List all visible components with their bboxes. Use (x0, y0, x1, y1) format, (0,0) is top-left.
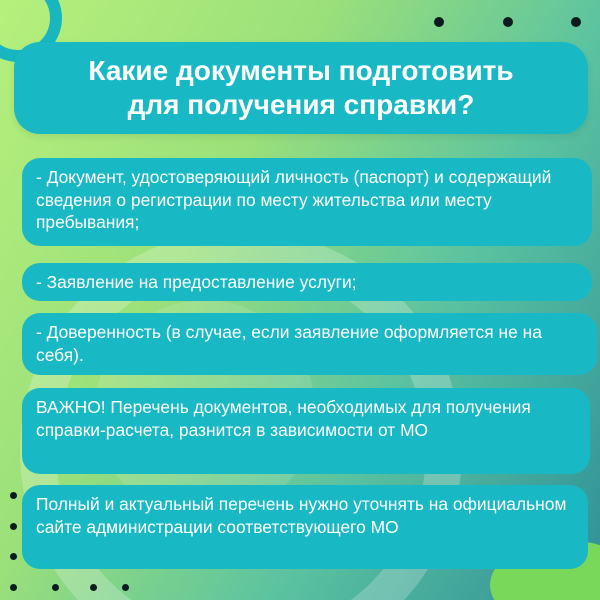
document-item-passport: - Документ, удостоверяющий личность (паспорт) и содержащий сведения о регистрации по месту жительства или месту пребывания; (22, 158, 592, 246)
info-note: Полный и актуальный перечень нужно уточнять на официальном сайте администрации соответствующего МО (22, 485, 588, 569)
decorative-dot (52, 584, 59, 591)
document-item-power-of-attorney: - Доверенность (в случае, если заявление оформляется не на себя). (22, 313, 597, 375)
decorative-dot (434, 17, 444, 27)
decorative-dot (503, 17, 513, 27)
decorative-dot (122, 584, 129, 591)
decorative-dot (10, 553, 17, 560)
decorative-dot (571, 17, 581, 27)
document-item-application: - Заявление на предоставление услуги; (22, 263, 592, 301)
decorative-dot (10, 492, 17, 499)
decorative-dot (10, 523, 17, 530)
decorative-dot (90, 584, 97, 591)
decorative-dot (10, 584, 17, 591)
important-note: ВАЖНО! Перечень документов, необходимых для получения справки-расчета, разнится в зависимости от МО (22, 388, 590, 474)
page-title: Какие документы подготовить для получения справки? (14, 42, 588, 134)
